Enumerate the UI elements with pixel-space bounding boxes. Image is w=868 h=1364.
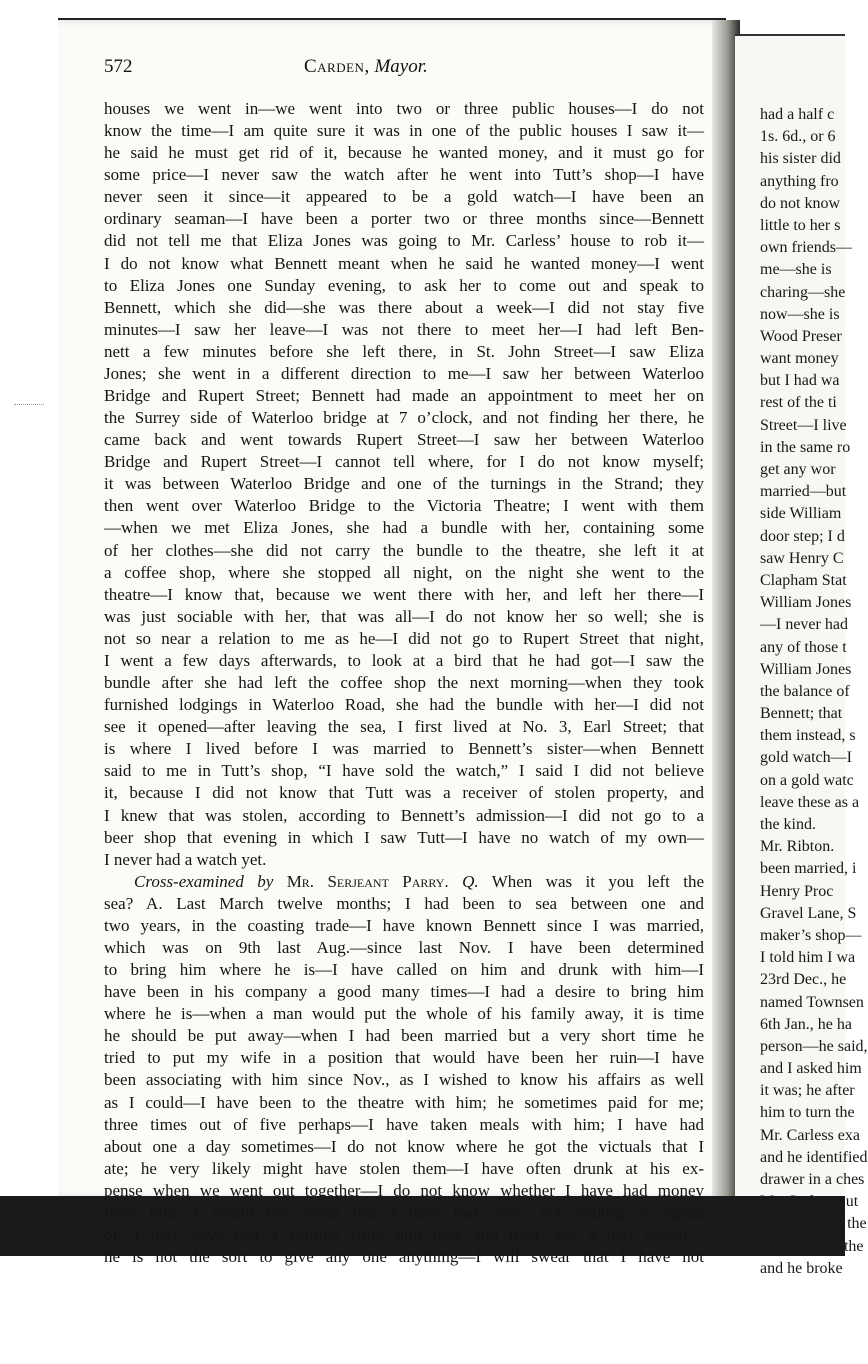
question-label: Q. bbox=[462, 871, 479, 891]
text-line: his sister did bbox=[760, 150, 841, 168]
text-line: Jones; she went in a different direction to me—I saw her between Waterloo bbox=[104, 363, 704, 383]
text-line: furnished lodgings in Waterloo Road, she had the bundle with her—I did not bbox=[104, 695, 704, 715]
running-title-name: Carden, bbox=[304, 56, 370, 77]
text-line: I knew that was stolen, according to Bennett’s admission—I did not go to a bbox=[104, 805, 704, 825]
running-title-role: Mayor. bbox=[374, 56, 428, 77]
text-line: Bridge and Rupert Street; Bennett had made an appointment to meet her on bbox=[104, 386, 704, 406]
text-line: 1s. 6d., or 6 bbox=[760, 128, 836, 146]
text-line: he is not the sort to give any one anything—I will swear that I have not bbox=[104, 1247, 704, 1267]
text-line: see it opened—after leaving the sea, I first lived at No. 3, Earl Street; that bbox=[104, 717, 704, 737]
text-line: ordinary seaman—I have been a porter two or three months since—Bennett bbox=[104, 209, 704, 229]
text-line: named Townsen bbox=[760, 993, 864, 1011]
text-line: been associating with him since Nov., as I wished to know his affairs as well bbox=[104, 1070, 704, 1090]
text-line: know the time—I am quite sure it was in one of the public houses I saw it— bbox=[104, 121, 704, 141]
text-line: tried to put my wife in a position that would have been her ruin—I have bbox=[104, 1048, 704, 1068]
text-line: married—but bbox=[760, 483, 847, 501]
text-line: him to turn the bbox=[760, 1104, 855, 1122]
margin-mark bbox=[14, 404, 44, 406]
text-line: —I never had bbox=[760, 616, 848, 634]
text-line: did not tell me that Eliza Jones was going to Mr. Carless’ house to rob it— bbox=[104, 231, 704, 251]
text-line: then went over Waterloo Bridge to the Victoria Theatre; I went with them bbox=[104, 496, 704, 516]
left-page-text bbox=[104, 98, 704, 1268]
text-line: Bridge and Rupert Street—I cannot tell where, for I do not know myself; bbox=[104, 452, 704, 472]
text-line: to Eliza Jones one Sunday evening, to ask her to come out and speak to bbox=[104, 275, 704, 295]
text-line: and he broke bbox=[760, 1259, 843, 1277]
text-line: came back and went towards Rupert Street—I saw her between Waterloo bbox=[104, 430, 704, 450]
text-line: had a half c bbox=[760, 106, 835, 123]
text-line: leave these as a bbox=[760, 793, 860, 811]
text-line: own friends— bbox=[760, 239, 852, 257]
text-line: Mr. Carless out bbox=[760, 1193, 859, 1211]
text-line: maker’s shop— bbox=[760, 926, 862, 944]
right-page-text bbox=[760, 104, 868, 1280]
text-line: where he is—when a man would put the whole of his family away, it is time bbox=[104, 1004, 704, 1024]
text-line: 23rd Dec., he bbox=[760, 971, 847, 989]
text-line: do not know bbox=[760, 194, 840, 212]
text-line: the Surrey side of Waterloo bridge at 7 o’clock, and not finding her there, he bbox=[104, 408, 704, 428]
text-line: and searched the bbox=[760, 1215, 867, 1233]
cross-examination-line bbox=[104, 871, 704, 893]
text-line: Mr. Carless exa bbox=[760, 1126, 860, 1144]
text-line: is where I lived before I was married to Bennett’s sister—when Bennett bbox=[104, 739, 704, 759]
text-line: 6th Jan., he ha bbox=[760, 1015, 852, 1033]
text-line: William Jones bbox=[760, 660, 852, 678]
text-line: and he identified bbox=[760, 1148, 868, 1166]
text-line: minutes—I saw her leave—I was not there to meet her—I had left Ben- bbox=[104, 319, 704, 339]
text-line: of her clothes—she did not carry the bundle to the theatre, she left it at bbox=[104, 540, 704, 560]
text-line: on a gold watc bbox=[760, 771, 854, 789]
text-line: Bennett, which she did—she was there about a week—I did not stay five bbox=[104, 297, 704, 317]
text-line: of drawers—the bbox=[760, 1237, 864, 1255]
text-line: side William bbox=[760, 505, 842, 523]
text-line: —when we met Eliza Jones, she had a bundle with her, containing some bbox=[104, 518, 704, 538]
text-line: charing—she bbox=[760, 283, 846, 301]
text-line: gold watch—I bbox=[760, 749, 852, 767]
text-line: but I had wa bbox=[760, 372, 840, 390]
text-line: door step; I d bbox=[760, 527, 845, 545]
text-line: William Jones bbox=[760, 594, 852, 612]
text-line: the balance of bbox=[760, 682, 850, 700]
text-line: houses we went in—we went into two or three public houses—I do not bbox=[104, 99, 704, 118]
text-line: it was; he after bbox=[760, 1082, 855, 1100]
text-line: person—he said, bbox=[760, 1037, 868, 1055]
text-line: little to her s bbox=[760, 216, 841, 234]
question-text: When was it you left the bbox=[491, 871, 705, 891]
page-number: 572 bbox=[104, 56, 133, 77]
cross-counsel: Mr. Serjeant Parry. bbox=[286, 871, 449, 891]
running-head bbox=[104, 56, 704, 86]
text-line: three times out of five perhaps—I have taken meals with him; I have had bbox=[104, 1114, 704, 1134]
text-line: said to me in Tutt’s shop, “I have sold the watch,” I said I did not believe bbox=[104, 761, 704, 781]
text-line: I went a few days afterwards, to look at a bird that he had got—I saw the bbox=[104, 650, 704, 670]
text-line: me—she is bbox=[760, 261, 832, 279]
text-line: to bring him where he is—I have called on him and drunk with him—I bbox=[104, 960, 704, 980]
text-line: not so near a relation to me as he—I did not go to Rupert Street that night, bbox=[104, 628, 704, 648]
text-line: some price—I never saw the watch after he went into Tutt’s shop—I have bbox=[104, 165, 704, 185]
text-line: have been in his company a good many times—I had a desire to bring him bbox=[104, 982, 704, 1002]
text-line: a coffee shop, where she stopped all night, on the night she went to the bbox=[104, 562, 704, 582]
text-line: was just sociable with her, that was all—I do not know her so well; she is bbox=[104, 606, 704, 626]
text-line: bundle after she had left the coffee shop the next morning—when they took bbox=[104, 673, 704, 693]
text-line: which was on 9th last Aug.—since last Nov. I have been determined bbox=[104, 937, 704, 957]
text-line: them instead, s bbox=[760, 727, 856, 745]
text-line: Wood Preser bbox=[760, 327, 842, 345]
text-line: rest of the ti bbox=[760, 394, 837, 412]
text-line: Bennett; that bbox=[760, 705, 843, 723]
text-line: it, because I did not know that Tutt was a receiver of stolen property, and bbox=[104, 783, 704, 803]
text-line: beer shop that evening in which I saw Tutt—I have no watch of my own— bbox=[104, 827, 704, 847]
text-line: he should be put away—when I had been married but a very short time he bbox=[104, 1026, 704, 1046]
cross-intro: Cross-examined by bbox=[134, 871, 274, 891]
text-line: saw Henry C bbox=[760, 549, 844, 567]
text-line: anything fro bbox=[760, 172, 839, 190]
running-title bbox=[304, 56, 428, 78]
text-line: Clapham Stat bbox=[760, 571, 847, 589]
text-line: from him—I would not swear that I have had none, but nothing to speak bbox=[104, 1202, 704, 1222]
text-line: Henry Proc bbox=[760, 882, 834, 900]
text-line: Street—I live bbox=[760, 416, 847, 434]
text-line: ate; he very likely might have stolen them—I have often drunk at his ex- bbox=[104, 1158, 704, 1178]
text-line: want money bbox=[760, 350, 839, 368]
text-line: as I could—I have been to the theatre with him; he sometimes paid for me; bbox=[104, 1092, 704, 1112]
text-line: sea? A. Last March twelve months; I had been to sea between one and bbox=[104, 893, 704, 913]
text-line: pense when we went out together—I do not know whether I have had money bbox=[104, 1180, 704, 1200]
text-line: been married, i bbox=[760, 860, 857, 878]
text-line: he said he must get rid of it, because he wanted money, and it must go for bbox=[104, 143, 704, 163]
text-line: I never had a watch yet. bbox=[104, 849, 267, 869]
text-line: nett a few minutes before she left there, in St. John Street—I saw Eliza bbox=[104, 341, 704, 361]
text-line: get any wor bbox=[760, 461, 836, 478]
text-line: now—she is bbox=[760, 305, 840, 323]
text-line: and I asked him bbox=[760, 1060, 862, 1078]
text-line: I do not know what Bennett meant when he said he wanted money—I went bbox=[104, 253, 704, 273]
text-line: never seen it since—it appeared to be a gold watch—I have been an bbox=[104, 187, 704, 207]
text-line: I told him I wa bbox=[760, 949, 856, 967]
text-line: Gravel Lane, S bbox=[760, 904, 857, 922]
text-line: it was between Waterloo Bridge and one of the turnings in the Strand; they bbox=[104, 474, 704, 494]
text-line: in the same ro bbox=[760, 438, 851, 456]
text-line: about one a day sometimes—I do not know where he got the victuals that I bbox=[104, 1136, 704, 1156]
text-line: theatre—I know that, because we went there with her, and left her there—I bbox=[104, 584, 704, 604]
text-line: of; I may have had a shilling from him now and then—not a half crown— bbox=[104, 1224, 704, 1244]
text-line: Mr. Ribton. bbox=[760, 838, 835, 856]
text-line: drawer in a ches bbox=[760, 1171, 865, 1188]
text-line: the kind. bbox=[760, 816, 816, 833]
text-line: two years, in the coasting trade—I have known Bennett since I was married, bbox=[104, 915, 704, 935]
text-line: any of those t bbox=[760, 638, 847, 656]
